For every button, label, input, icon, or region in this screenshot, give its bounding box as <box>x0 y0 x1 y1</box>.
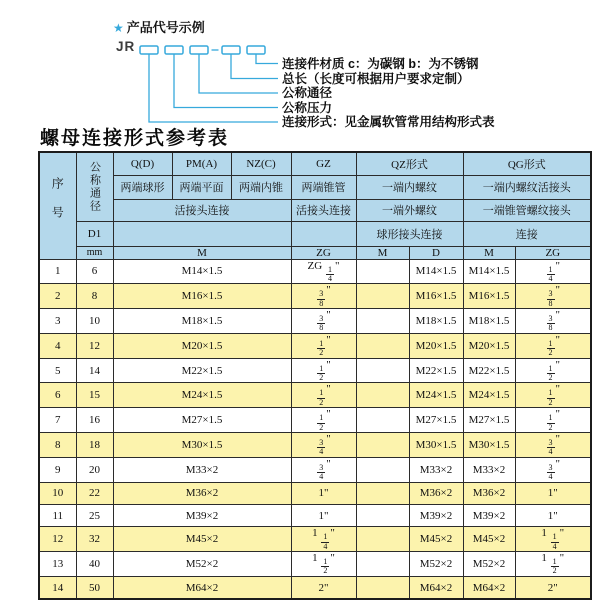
cell-m: M64×2 <box>113 576 291 599</box>
header-qz-conn: 球形接头连接 <box>356 221 463 246</box>
cell-m: M33×2 <box>113 457 291 482</box>
table-row <box>39 576 591 599</box>
cell-qz-d: M45×2 <box>409 527 463 552</box>
table-row <box>39 552 591 577</box>
cell-qg-m: M27×1.5 <box>463 408 515 433</box>
cell-no: 11 <box>39 504 76 526</box>
cell-gz: $\frac{3}{4}$ " <box>291 457 356 482</box>
cell-m: M16×1.5 <box>113 284 291 309</box>
callout-label-length: 总长（长度可根据用户要求定制） <box>282 71 470 86</box>
cell-qg-m: M52×2 <box>463 552 515 577</box>
header-qg-sub1: M <box>463 246 515 259</box>
code-box <box>165 46 183 54</box>
table-row <box>39 358 591 383</box>
cell-m: M22×1.5 <box>113 358 291 383</box>
cell-no: 8 <box>39 432 76 457</box>
cell-m: M24×1.5 <box>113 383 291 408</box>
cell-gz: $\frac{3}{8}$ " <box>291 309 356 334</box>
header-qz-sub2: D <box>409 246 463 259</box>
cell-qz-d: M16×1.5 <box>409 284 463 309</box>
cell-qg-zg: $\frac{3}{8}$ " <box>515 284 591 309</box>
header-pm-desc: 两端平面 <box>172 175 231 199</box>
cell-qg-m: M24×1.5 <box>463 383 515 408</box>
cell-qg-zg: $\frac{1}{4}$ " <box>515 259 591 284</box>
cell-qg-m: M16×1.5 <box>463 284 515 309</box>
cell-qg-m: M39×2 <box>463 504 515 526</box>
header-gz-code: GZ <box>291 152 356 175</box>
header-qpm-conn: 活接头连接 <box>113 199 291 221</box>
cell-gz: 1 $\frac{1}{2}$ " <box>291 552 356 577</box>
header-dn: 公称通径 <box>76 152 113 221</box>
cell-qz-d: M33×2 <box>409 457 463 482</box>
cell-qz-m <box>356 309 409 334</box>
table-row <box>39 408 591 433</box>
header-qpm-thread: M <box>113 246 291 259</box>
cell-qz-d: M27×1.5 <box>409 408 463 433</box>
cell-qg-m: M22×1.5 <box>463 358 515 383</box>
cell-no: 13 <box>39 552 76 577</box>
cell-qg-m: M45×2 <box>463 527 515 552</box>
cell-qg-zg: 1" <box>515 482 591 504</box>
header-nz-desc: 两端内锥 <box>231 175 291 199</box>
header-gz-conn: 活接头连接 <box>291 199 356 221</box>
callout-line <box>231 54 278 79</box>
table-row <box>39 383 591 408</box>
cell-dn: 22 <box>76 482 113 504</box>
cell-no: 7 <box>39 408 76 433</box>
header-qz-desc2: 一端外螺纹 <box>356 199 463 221</box>
cell-dn: 14 <box>76 358 113 383</box>
cell-qz-d: M24×1.5 <box>409 383 463 408</box>
cell-gz: $\frac{1}{2}$ " <box>291 333 356 358</box>
cell-qz-m <box>356 504 409 526</box>
code-box <box>140 46 158 54</box>
cell-qz-d: M36×2 <box>409 482 463 504</box>
cell-dn: 16 <box>76 408 113 433</box>
code-box <box>247 46 265 54</box>
callout-label-diameter: 公称通径 <box>282 86 333 100</box>
cell-qz-m <box>356 259 409 284</box>
table-row <box>39 259 591 284</box>
cell-dn: 18 <box>76 432 113 457</box>
cell-dn: 50 <box>76 576 113 599</box>
cell-qz-m <box>356 552 409 577</box>
cell-qg-m: M14×1.5 <box>463 259 515 284</box>
cell-m: M20×1.5 <box>113 333 291 358</box>
callout-line <box>149 54 278 122</box>
star-icon: ★ <box>113 21 124 35</box>
cell-no: 14 <box>39 576 76 599</box>
cell-qg-m: M30×1.5 <box>463 432 515 457</box>
cell-no: 12 <box>39 527 76 552</box>
header-qz-desc1: 一端内螺纹 <box>356 175 463 199</box>
table-title: 螺母连接形式参考表 <box>40 128 230 149</box>
header-row-codes <box>39 152 591 175</box>
cell-no: 3 <box>39 309 76 334</box>
cell-dn: 32 <box>76 527 113 552</box>
cell-qz-d: M30×1.5 <box>409 432 463 457</box>
cell-gz: $\frac{1}{2}$ " <box>291 383 356 408</box>
cell-qg-zg: $\frac{1}{2}$ " <box>515 408 591 433</box>
cell-m: M14×1.5 <box>113 259 291 284</box>
header-seq: 序号 <box>39 152 76 259</box>
cell-gz: $\frac{1}{2}$ " <box>291 358 356 383</box>
cell-qz-d: M64×2 <box>409 576 463 599</box>
header-gz-thread: ZG <box>291 246 356 259</box>
cell-qz-m <box>356 457 409 482</box>
header-qg-conn: 连接 <box>463 221 591 246</box>
header-row-d1 <box>39 221 591 246</box>
table-row <box>39 527 591 552</box>
cell-qz-d: M52×2 <box>409 552 463 577</box>
cell-m: M30×1.5 <box>113 432 291 457</box>
product-code-prefix: JR <box>116 39 136 54</box>
diagram-title-text: 产品代号示例 <box>126 20 205 35</box>
cell-qg-m: M33×2 <box>463 457 515 482</box>
header-row-desc1 <box>39 175 591 199</box>
cell-qz-m <box>356 527 409 552</box>
header-d1: D1 <box>76 221 113 246</box>
cell-qg-zg: $\frac{1}{2}$ " <box>515 358 591 383</box>
cell-no: 4 <box>39 333 76 358</box>
cell-qg-zg: $\frac{3}{8}$ " <box>515 309 591 334</box>
cell-gz: 1 $\frac{1}{4}$ " <box>291 527 356 552</box>
cell-qz-m <box>356 408 409 433</box>
callout-line <box>199 54 278 93</box>
cell-gz: $\frac{3}{8}$ " <box>291 284 356 309</box>
table-row <box>39 504 591 526</box>
cell-dn: 6 <box>76 259 113 284</box>
cell-qg-zg: 2" <box>515 576 591 599</box>
header-blank <box>113 221 291 246</box>
callout-line <box>174 54 278 108</box>
cell-qg-m: M64×2 <box>463 576 515 599</box>
cell-m: M36×2 <box>113 482 291 504</box>
cell-gz: 1" <box>291 504 356 526</box>
cell-qg-m: M36×2 <box>463 482 515 504</box>
cell-no: 9 <box>39 457 76 482</box>
cell-qz-m <box>356 358 409 383</box>
cell-m: M18×1.5 <box>113 309 291 334</box>
cell-m: M39×2 <box>113 504 291 526</box>
cell-m: M27×1.5 <box>113 408 291 433</box>
cell-qg-zg: $\frac{1}{2}$ " <box>515 383 591 408</box>
cell-qg-zg: 1" <box>515 504 591 526</box>
code-box <box>222 46 240 54</box>
header-unit: mm <box>76 246 113 259</box>
cell-dn: 10 <box>76 309 113 334</box>
table-body <box>39 259 591 599</box>
cell-dn: 12 <box>76 333 113 358</box>
cell-qg-zg: $\frac{1}{2}$ " <box>515 333 591 358</box>
cell-qz-d: M39×2 <box>409 504 463 526</box>
table-row <box>39 333 591 358</box>
cell-qz-d: M14×1.5 <box>409 259 463 284</box>
header-row-desc2 <box>39 199 591 221</box>
header-qg-code: QG形式 <box>463 152 591 175</box>
cell-no: 1 <box>39 259 76 284</box>
cell-no: 2 <box>39 284 76 309</box>
header-blank <box>291 221 356 246</box>
header-qz-sub1: M <box>356 246 409 259</box>
header-nz-code: NZ(C) <box>231 152 291 175</box>
callout-label-material: 连接件材质 c：为碳钢 b：为不锈钢 <box>282 56 479 71</box>
cell-qz-m <box>356 432 409 457</box>
header-q-desc: 两端球形 <box>113 175 172 199</box>
cell-dn: 15 <box>76 383 113 408</box>
header-qg-desc2: 一端锥管螺纹接头 <box>463 199 591 221</box>
header-row-units <box>39 246 591 259</box>
header-qz-code: QZ形式 <box>356 152 463 175</box>
cell-gz: ZG $\frac{1}{4}$ " <box>291 259 356 284</box>
cell-qg-zg: 1 $\frac{1}{2}$ " <box>515 552 591 577</box>
table-row <box>39 432 591 457</box>
cell-qz-m <box>356 576 409 599</box>
cell-qz-d: M18×1.5 <box>409 309 463 334</box>
cell-gz: $\frac{1}{2}$ " <box>291 408 356 433</box>
table-row <box>39 309 591 334</box>
cell-no: 6 <box>39 383 76 408</box>
cell-m: M52×2 <box>113 552 291 577</box>
cell-no: 5 <box>39 358 76 383</box>
table-row <box>39 284 591 309</box>
cell-qz-m <box>356 284 409 309</box>
cell-qg-zg: $\frac{3}{4}$ " <box>515 457 591 482</box>
cell-m: M45×2 <box>113 527 291 552</box>
header-pm-code: PM(A) <box>172 152 231 175</box>
cell-qg-m: M18×1.5 <box>463 309 515 334</box>
callout-line <box>256 54 278 64</box>
cell-qz-m <box>356 383 409 408</box>
cell-qz-m <box>356 482 409 504</box>
table-row <box>39 482 591 504</box>
cell-qg-m: M20×1.5 <box>463 333 515 358</box>
header-qg-desc1: 一端内螺纹活接头 <box>463 175 591 199</box>
header-gz-desc: 两端锥管 <box>291 175 356 199</box>
cell-dn: 25 <box>76 504 113 526</box>
table-row <box>39 457 591 482</box>
cell-qz-d: M20×1.5 <box>409 333 463 358</box>
nut-connection-table <box>38 151 592 600</box>
cell-qg-zg: $\frac{3}{4}$ " <box>515 432 591 457</box>
callout-label-pressure: 公称压力 <box>282 100 333 115</box>
header-qg-sub2: ZG <box>515 246 591 259</box>
cell-qz-m <box>356 333 409 358</box>
cell-gz: $\frac{3}{4}$ " <box>291 432 356 457</box>
cell-gz: 1" <box>291 482 356 504</box>
cell-dn: 20 <box>76 457 113 482</box>
header-q-code: Q(D) <box>113 152 172 175</box>
cell-dn: 40 <box>76 552 113 577</box>
cell-qg-zg: 1 $\frac{1}{4}$ " <box>515 527 591 552</box>
cell-qz-d: M22×1.5 <box>409 358 463 383</box>
cell-dn: 8 <box>76 284 113 309</box>
code-box <box>190 46 208 54</box>
cell-no: 10 <box>39 482 76 504</box>
callout-label-form: 连接形式：见金属软管常用结构形式表 <box>282 115 495 129</box>
cell-gz: 2" <box>291 576 356 599</box>
